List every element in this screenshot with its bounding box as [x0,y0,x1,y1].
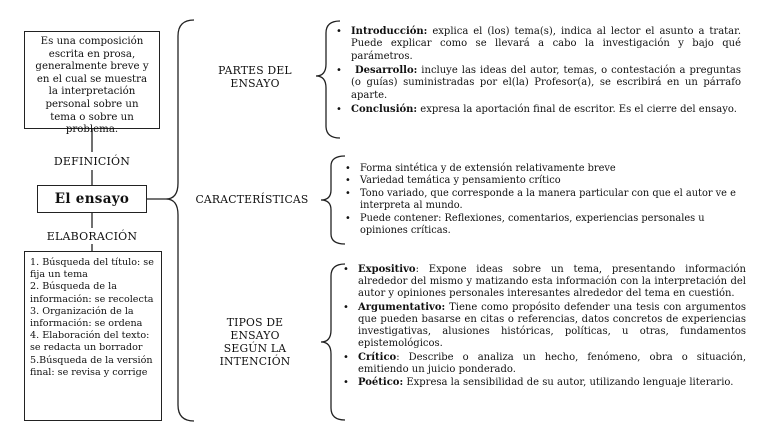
partes-text: incluye las ideas del autor, temas, o contestación a preguntas (o guías) suministradas por el(la) Profesor(a), se escribirá en un párrafo aparte. [351,64,741,101]
list-item [351,26,741,63]
tipos-term: Poético: [358,377,404,389]
tipos-text: Expresa la sensibilidad de su autor, utilizando lenguaje literario. [403,377,734,389]
brace-partes [316,21,340,138]
brace-tipos [321,264,345,420]
tipos-text: : Describe o analiza un hecho, fenómeno, obra o situación, emitiendo un juicio ponderado. [358,351,746,375]
elaboration-step: 3. Organización de la información: se ordena [30,305,143,330]
list-item [358,264,746,301]
tipos-term: Crítico [358,351,397,363]
tipos-term: Argumentativo: [358,301,446,313]
category-partes: PARTES DEL ENSAYO [218,64,292,90]
elaboration-step: 5.Búsqueda de la versión final: se revisa y corrige [30,354,153,378]
elaboration-step: 1. Búsqueda del título: se fija un tema [30,257,154,281]
definition-box [24,31,160,136]
elaboration-box [24,251,162,421]
list-item: • Variedad temática y pensamiento crítico [360,175,745,187]
tipos-term: Expositivo [358,264,416,275]
central-title: El ensayo [37,185,147,213]
list-item: • Tono variado, que corresponde a la manera particular con que el autor ve e interpreta al mundo. [360,188,745,213]
partes-list [351,26,741,118]
partes-text: explica el (los) tema(s), indica al lector el asunto a tratar. Puede explicar como se llevará a cabo la investigación y bajo qué parámetros. [351,26,741,62]
elaboration-step: 2. Búsqueda de la información: se recolecta [30,281,154,305]
tipos-list [358,264,746,391]
definition-label: DEFINICIÓN [53,155,131,168]
category-tipos: TIPOS DE ENSAYO SEGÚN LA INTENCIÓN [219,316,291,368]
definition-text: Es una composición escrita en prosa, generalmente breve y en el cual se muestra la interpretación personal sobre un tema o sobre un problema. [35,36,149,136]
tipos-text: Tiene como propósito defender una tesis con argumentos que pueden basarse en citas o referencias, datos concretos de experiencias investigativas, alusiones históricas, políticas, u otras, fundamentos epistemológicos. [358,301,746,350]
partes-term: Conclusión: [351,103,418,115]
list-item: • Puede contener: Reflexiones, comentarios, experiencias personales u opiniones críticas. [360,213,745,238]
elaboration-step: 4. Elaboración del texto: se redacta un borrador [30,330,150,354]
list-item: • Forma sintética y de extensión relativamente breve [360,163,745,175]
partes-term: Desarrollo: [355,64,418,76]
list-item [351,104,741,116]
tipos-text: : Expone ideas sobre un tema, presentando información alrededor del mismo y matizando esta información con la interpretación del autor y opiniones personales interesantes alrededor del tema en cuestión. [358,264,746,300]
list-item [351,65,741,102]
list-item [358,302,746,351]
elaboration-label: ELABORACIÓN [46,230,138,243]
partes-term: Introducción: [351,26,428,37]
main-brace [166,20,194,421]
list-item [358,377,746,389]
brace-caracteristicas [321,156,345,244]
list-item [358,352,746,376]
caracteristicas-list [360,163,745,237]
category-caracteristicas: CARACTERÍSTICAS [195,193,309,206]
partes-text: expresa la aportación final de escritor. Es el cierre del ensayo. [417,103,737,115]
